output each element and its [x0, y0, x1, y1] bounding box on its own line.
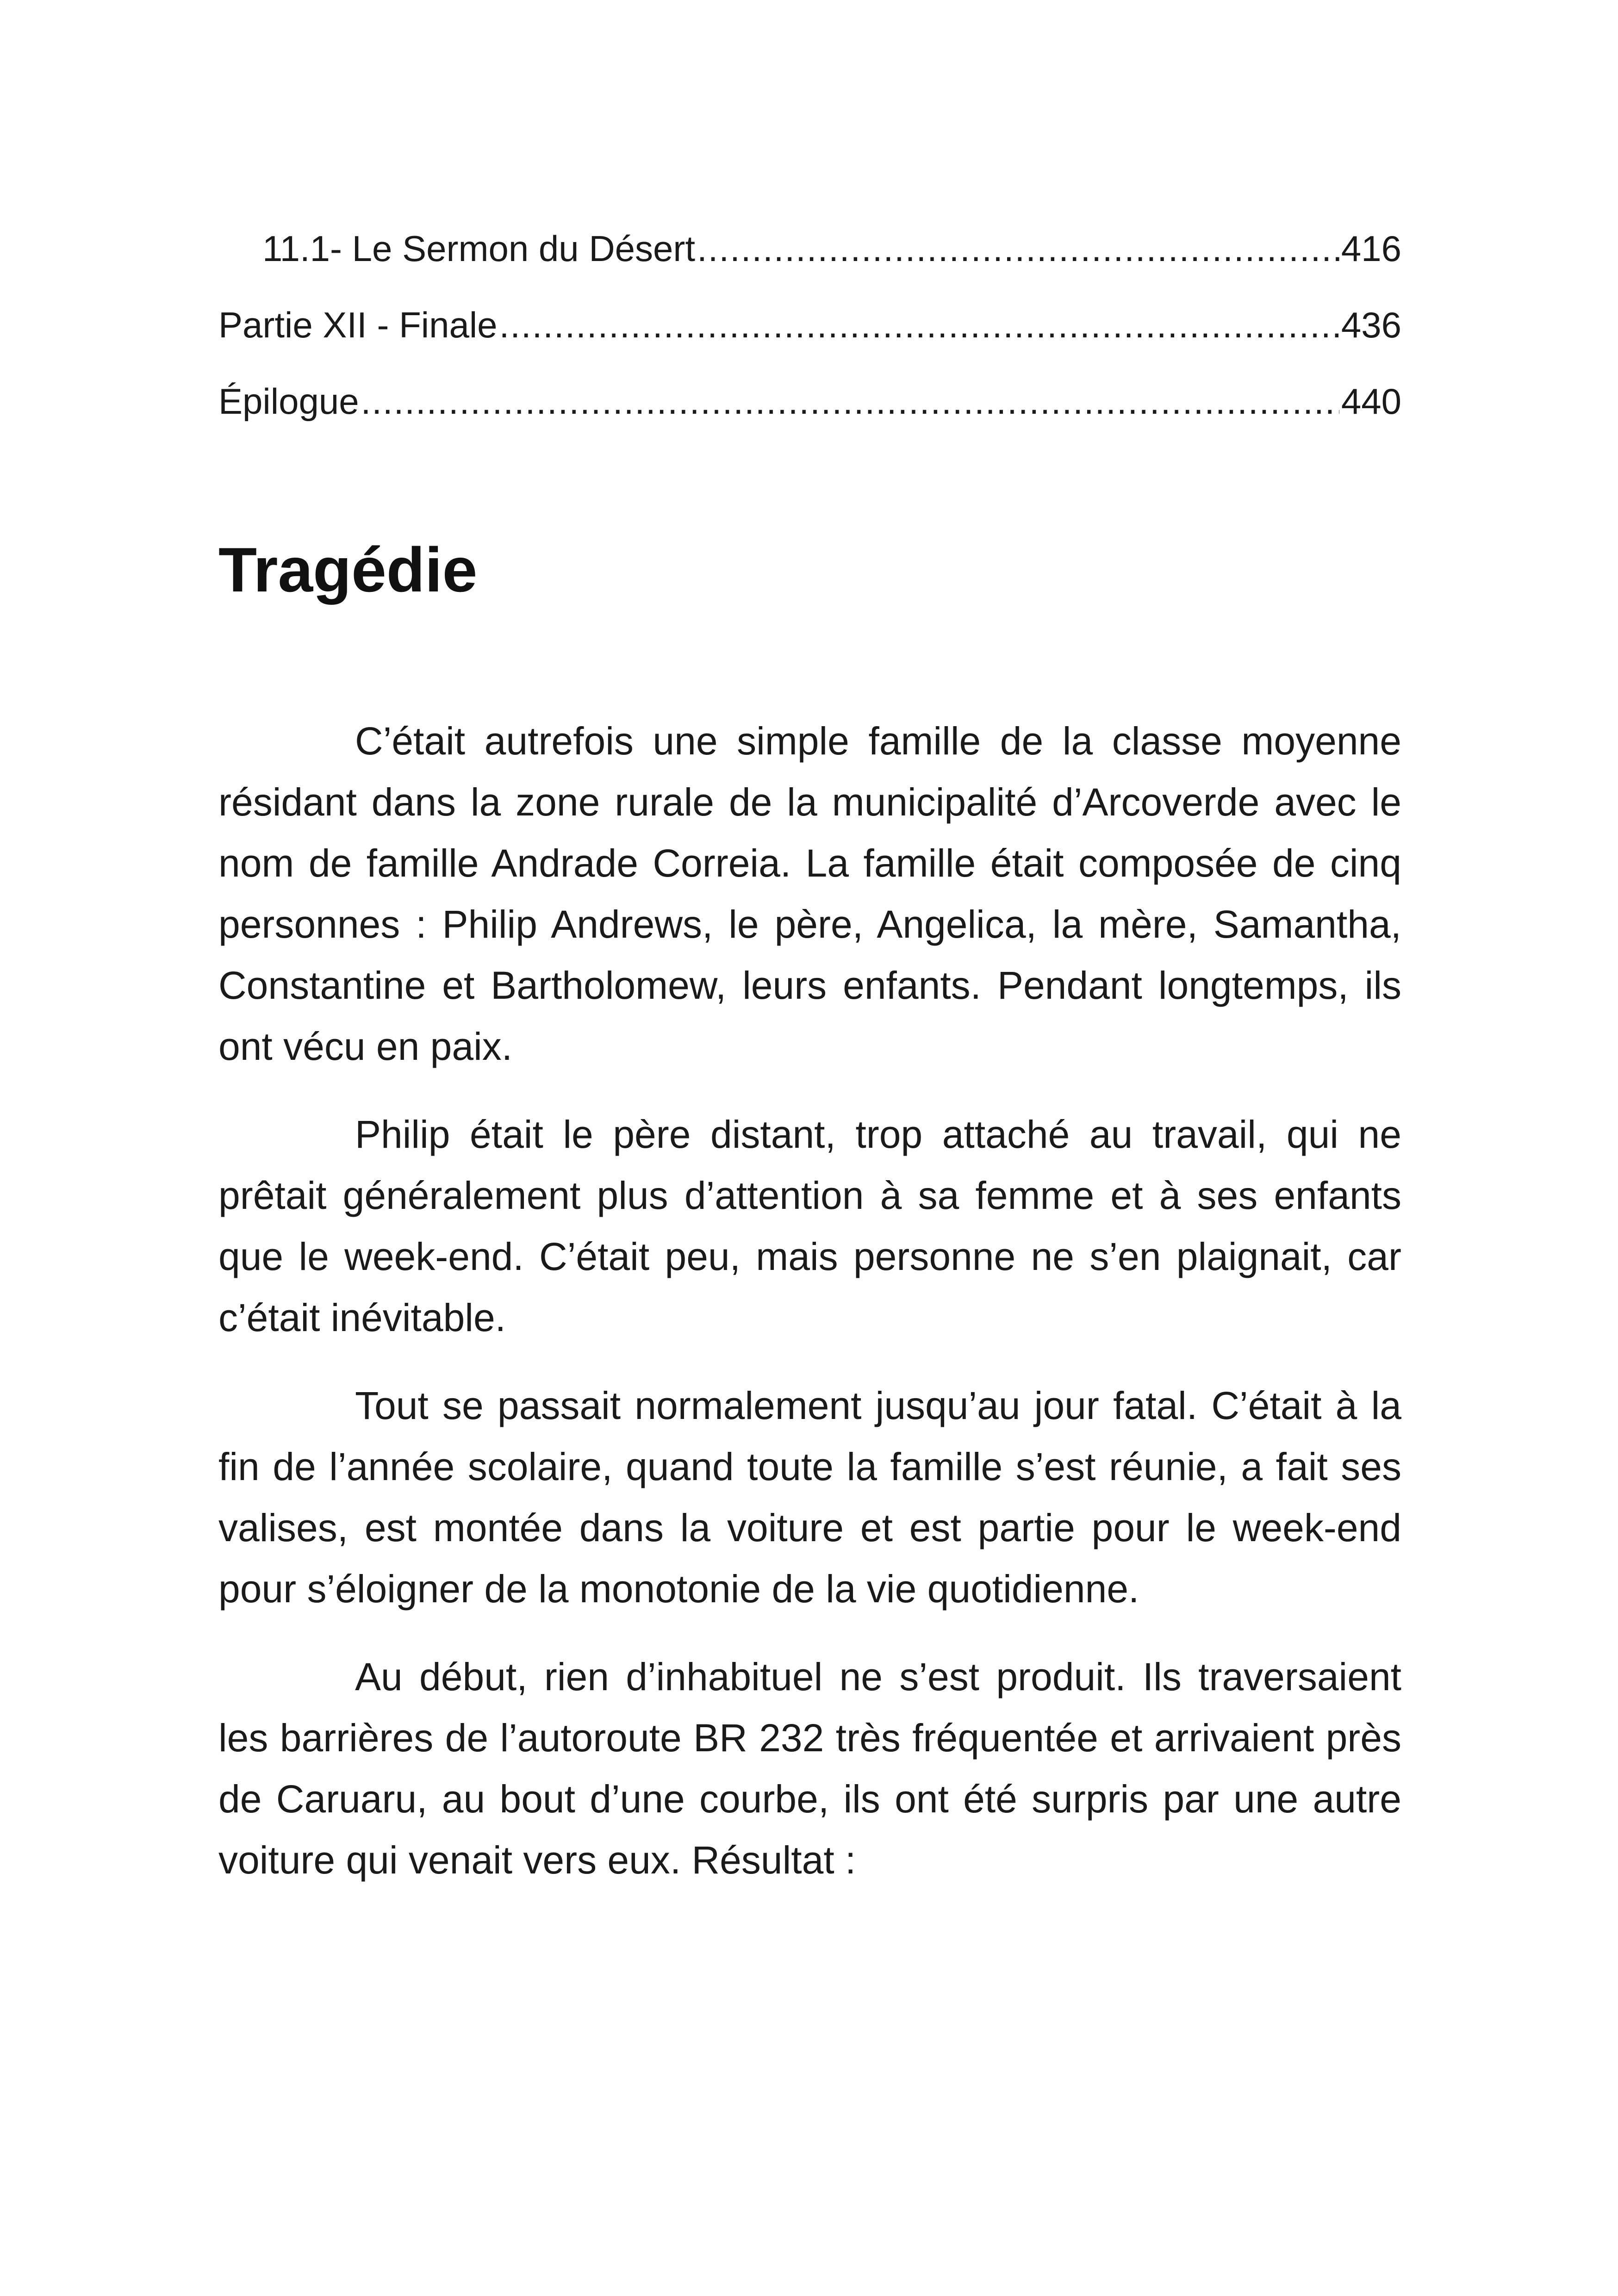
body-paragraph: Philip était le père distant, trop attaché au travail, qui ne prêtait généralement plus d’attention à sa femme et à ses enfants que le week-end. C’était peu, mais personne ne s’en plaignait, car c’était inévitable.: [218, 1113, 1401, 1339]
toc-entry-title: 11.1- Le Sermon du Désert: [262, 228, 696, 269]
toc-entry-title: Partie XII - Finale: [218, 305, 498, 345]
body-paragraph: C’était autrefois une simple famille de la classe moyenne résidant dans la zone rurale de la municipalité d’Arcoverde avec le nom de famille Andrade Correia. La famille était composée de cinq personnes : Philip Andrews, le père, Angelica, la mère, Samantha, Constantine et Bartholomew, leurs enfants. Pendant longtemps, ils ont vécu en paix.: [218, 719, 1401, 1068]
toc-entry-page: 436: [1341, 305, 1401, 345]
toc-entry-title: Épilogue: [218, 381, 359, 422]
chapter-body: [218, 710, 1401, 1917]
toc-entry-page: 440: [1341, 381, 1401, 422]
toc-entry-page: 416: [1341, 228, 1401, 269]
toc-entry: [218, 287, 1401, 363]
body-paragraph: Tout se passait normalement jusqu’au jour fatal. C’était à la fin de l’année scolaire, quand toute la famille s’est réunie, a fait ses valises, est montée dans la voiture et est partie pour le week-end pour s’éloigner de la monotonie de la vie quotidienne.: [218, 1384, 1401, 1611]
toc-dot-leader: [697, 211, 1339, 287]
body-paragraph: Au début, rien d’inhabituel ne s’est produit. Ils traversaient les barrières de l’autoroute BR 232 très fréquentée et arrivaient près de Caruaru, au bout d’une courbe, ils ont été surpris par une autre voiture qui venait vers eux. Résultat :: [218, 1655, 1401, 1882]
toc-entry: [218, 211, 1401, 287]
toc-dot-leader: [499, 287, 1339, 363]
table-of-contents: [218, 211, 1401, 440]
toc-entry: [218, 363, 1401, 440]
chapter-title: Tragédie: [218, 535, 478, 605]
toc-dot-leader: [361, 363, 1339, 440]
